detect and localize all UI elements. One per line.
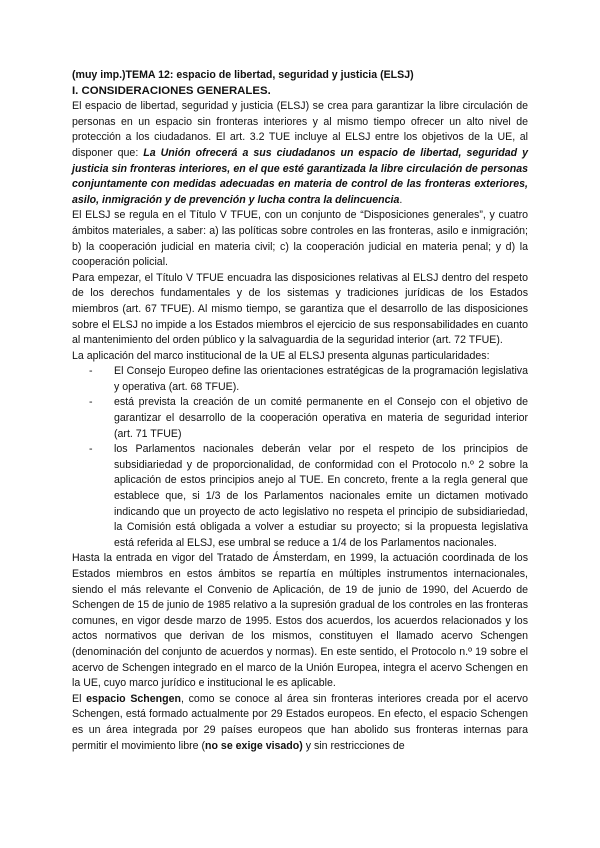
document-page: [72, 68, 528, 754]
text-span: y sin restricciones de: [302, 739, 405, 752]
list-item: - los Parlamentos nacionales deberán velar por el respeto de los principios de subsidiariedad y de proporcionalidad, de conformidad con el Protocolo n.º 2 sobre la aplicación de estos principios anejo al TUE. En concreto, frente a la regla general que establece que, si 1/3 de los Parlamentos nacionales emite un dictamen motivado indicando que un proyecto de acto legislativo no respeta el principio de subsidiariedad, la Comisión está obligada a volver a estudiar su proyecto; si la propuesta legislativa está referida al ELSJ, ese umbral se reduce a 1/4 de los Parlamentos nacionales.: [89, 442, 528, 551]
section-heading: I. CONSIDERACIONES GENERALES.: [72, 84, 271, 97]
paragraph-schengen-area: [72, 692, 528, 754]
particularities-list: [72, 364, 528, 551]
quoted-article-text: La Unión ofrecerá a sus ciudadanos un espacio de libertad, seguridad y justicia sin fronteras interiores, en el que esté garantizada la libre circulación de personas conjuntamente con medidas adecuadas en materia de control de las fronteras exteriores, asilo, inmigración y de prevención y lucha contra la delincuencia: [72, 146, 528, 206]
term-no-visa: no se exige visado): [205, 739, 303, 752]
paragraph-particularities: La aplicación del marco institucional de la UE al ELSJ presenta algunas particularidades:: [72, 349, 490, 362]
paragraph-framework: Para empezar, el Título V TFUE encuadra las disposiciones relativas al ELSJ dentro del respeto de los derechos fundamentales y de los sistemas y tradiciones jurídicas de los Estados miembros (art. 67 TFUE). Al mismo tiempo, se garantiza que el desarrollo de las disposiciones sobre el ELSJ no impide a los Estados miembros el ejercicio de sus responsabilidades en cuanto al mantenimiento del orden público y la salvaguardia de la seguridad interior (art. 72 TFUE).: [72, 271, 528, 347]
paragraph-intro-end: .: [399, 193, 403, 206]
term-espacio-schengen: espacio Schengen: [86, 692, 181, 705]
document-title: (muy imp.)TEMA 12: espacio de libertad, seguridad y justicia (ELSJ): [72, 69, 414, 81]
list-item: - está prevista la creación de un comité permanente en el Consejo con el objetivo de garantizar el desarrollo de la cooperación operativa en materia de seguridad interior (art. 71 TFUE): [89, 395, 528, 442]
paragraph-regulation: El ELSJ se regula en el Título V TFUE, con un conjunto de “Disposiciones generales”, y cuatro ámbitos materiales, a saber: a) las políticas sobre controles en las fronteras, asilo e inmigración; b) la cooperación judicial en materia civil; c) la cooperación judicial en materia penal; y d) la cooperación policial.: [72, 209, 528, 269]
text-span: El: [72, 692, 87, 705]
paragraph-intro-text: El espacio de libertad, seguridad y justicia (ELSJ) se crea para garantizar la libre circulación de personas en un espacio sin fronteras interiores y al mismo tiempo ofrecer un alto nivel de protección a los ciudadanos. El art. 3.2 TUE incluye al ELSJ entre los objetivos de la UE, al disponer que:: [72, 100, 528, 159]
text-span: , como se conoce al área sin fronteras interiores creada por el acervo Schengen, está formado actualmente por 29 Estados europeos. En efecto, el espacio Schengen es un área integrada por 29 países europeos que han abolido sus fronteras internas para permitir el movimiento libre (: [72, 692, 528, 752]
paragraph-intro: [72, 99, 528, 208]
paragraph-schengen-history: Hasta la entrada en vigor del Tratado de Ámsterdam, en 1999, la actuación coordinada de los Estados miembros en estos ámbitos se repartía en múltiples instrumentos internacionales, siendo el más relevante el Convenio de Aplicación, de 19 de junio de 1990, del Acuerdo de Schengen de 15 de junio de 1985 relativo a la supresión gradual de los controles en las fronteras comunes, en vigor desde marzo de 1995. Estos dos acuerdos, los acuerdos relacionados y los actos normativos que derivan de los mismos, constituyen el llamado acervo Schengen (denominación del conjunto de acuerdos y normas). En este sentido, el Protocolo n.º 19 sobre el acervo de Schengen integrado en el marco de la Unión Europea, integra el acervo Schengen en la UE, cuyo marco jurídico e institucional le es aplicable.: [72, 552, 528, 690]
list-item: - El Consejo Europeo define las orientaciones estratégicas de la programación legislativa y operativa (art. 68 TFUE).: [89, 364, 528, 395]
